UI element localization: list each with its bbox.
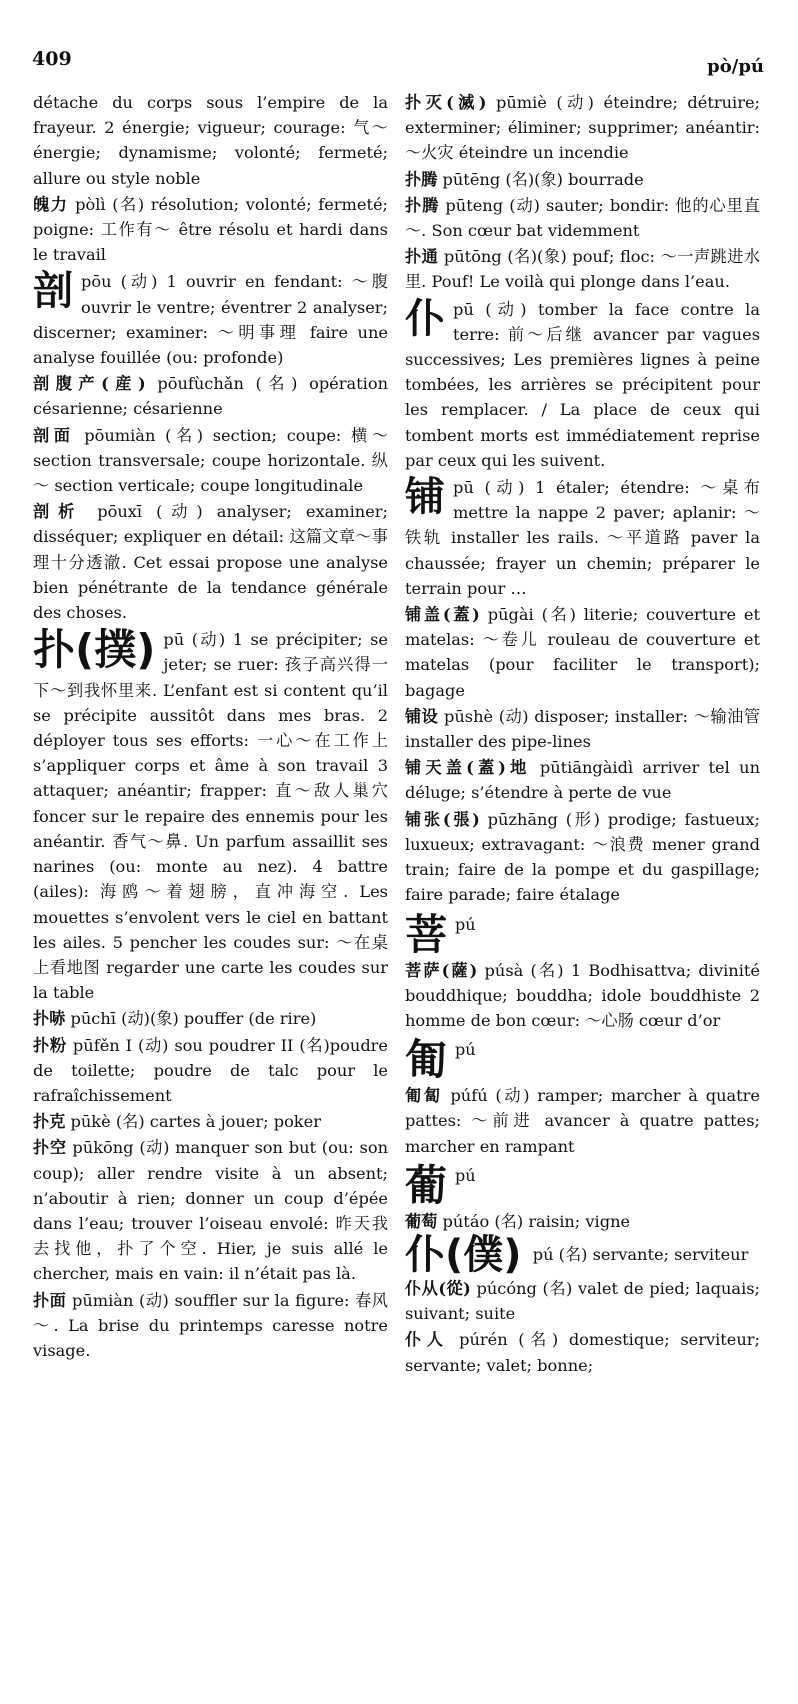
entry-headword: 扑腾 (405, 169, 438, 189)
entry-definition: pūchī (动)(象) pouffer (de rire) (65, 1009, 317, 1029)
entry-headword: 匍匐 (405, 1086, 443, 1106)
entry-headword: 扑灭(滅) (405, 93, 487, 112)
entry-definition: pū (动) 1 se précipiter; se jeter; se ruer: 孩子高兴得一下～到我怀里来. L’enfant est si content qu’il se précipite aussitôt dans mes bras. 2 déployer tous ses efforts: 一心～在工作上 s’appliquer corps et âme à son travail 3 attaquer; anéantir; frapper: 直～敌人巢穴 foncer sur le repaire des ennemis pour les anéantir. 香气～鼻. Un parfum assaillit ses narines (ou: monte au nez). 4 battre (ailes): 海鸥～着翅膀，直冲海空. Les mouettes s’envolent vers le ciel en battant les ailes. 5 pencher les coudes sur: ～在桌上看地图 regarder une carte les coudes sur la table (33, 630, 388, 1003)
entry-definition: pōufùchǎn (名) opération césarienne; césarienne (33, 374, 388, 419)
entry-definition: pūmiè (动) éteindre; détruire; exterminer; éliminer; supprimer; anéantir: ～火灾 éteindre un incendie (405, 93, 760, 163)
entry-headword: 铺天盖(蓋)地 (405, 758, 531, 778)
entry-headword: 扑克 (33, 1112, 66, 1132)
left-column (33, 90, 388, 1364)
entry-definition: púcóng (名) valet de pied; laquais; suivant; suite (405, 1278, 761, 1324)
character-headword: 匍 (405, 1035, 448, 1085)
dictionary-entry (405, 1209, 760, 1234)
character-entry (33, 269, 388, 370)
entry-headword: 铺盖(蓋) (405, 605, 480, 625)
entry-definition: púrén (名) domestique; serviteur; servante; valet; bonne; (405, 1330, 760, 1375)
character-entry (33, 627, 388, 1005)
dictionary-entry (33, 192, 388, 268)
entry-definition: pūkōng (动) manquer son but (ou: son coup); aller rendre visite à un absent; n’aboutir à rien; donner un coup d’épée dans l’eau; trouver l’oiseau envolé: 昨天我去找他，扑了个空. Hier, je suis allé le chercher, mais en vain: il n’était pas là. (33, 1138, 388, 1284)
character-pronunciation: pú (455, 1165, 476, 1185)
dictionary-entry (405, 602, 760, 703)
entry-headword: 扑哧 (33, 1009, 66, 1029)
entry-headword: 扑粉 (33, 1035, 67, 1055)
entry-headword: 剖析 (33, 502, 84, 522)
running-head: pò/pú (707, 56, 764, 77)
entry-definition: pūmiàn (动) souffler sur la figure: 春风～. La brise du printemps caresse notre visage. (33, 1290, 388, 1360)
right-column (405, 90, 760, 1379)
character-headword: 葡 (405, 1160, 448, 1210)
character-headword: 仆(僕) (405, 1231, 522, 1278)
entry-headword: 铺张(張) (405, 809, 480, 829)
entry-headword: 葡萄 (405, 1211, 438, 1231)
dictionary-entry (33, 1033, 388, 1109)
dictionary-entry (33, 371, 388, 421)
character-headword: 剖 (33, 268, 73, 315)
page-number: 409 (32, 48, 72, 70)
entry-definition: púsà (名) 1 Bodhisattva; divinité bouddhique; bouddha; idole bouddhiste 2 homme de bon cœur: ～心肠 cœur d’or (405, 960, 760, 1030)
entry-definition: pūzhāng (形) prodige; fastueux; luxueux; extravagant: ～浪费 mener grand train; faire de la pompe et du gaspillage; faire parade; faire étalage (405, 809, 760, 905)
dictionary-entry (405, 755, 760, 805)
character-headword: 扑(撲) (33, 625, 156, 675)
entry-headword: 魄力 (33, 194, 69, 214)
dictionary-entry (405, 807, 760, 908)
character-entry (405, 297, 760, 473)
entry-definition: pōu (动) 1 ouvrir en fendant: ～腹 ouvrir le ventre; éventrer 2 analyser; discerner; examiner: ～明事理 faire une analyse fouillée (ou: profonde) (33, 272, 388, 368)
entry-headword: 菩萨(薩) (405, 960, 478, 980)
entry-definition: pūtēng (名)(象) bourrade (437, 169, 644, 189)
dictionary-entry (405, 90, 760, 166)
entry-definition: pūkè (名) cartes à jouer; poker (65, 1112, 321, 1132)
page-header (32, 36, 764, 77)
entry-definition: pútáo (名) raisin; vigne (437, 1211, 631, 1231)
entry-headword: 扑空 (33, 1138, 67, 1158)
entry-definition: pūgài (名) literie; couverture et matelas: ～卷儿 rouleau de couverture et matelas (pour faciliter le transport); bagage (405, 605, 760, 700)
dictionary-entry (33, 1006, 388, 1031)
entry-definition: pōumiàn (名) section; coupe: 横～ section transversale; coupe horizontale. 纵～ section verticale; coupe longitudinale (33, 425, 389, 496)
character-headword: 仆 (405, 295, 445, 342)
entry-headword: 铺设 (405, 706, 439, 726)
character-headword: 铺 (405, 474, 445, 521)
dictionary-entry (405, 244, 760, 294)
entry-definition: pūteng (动) sauter; bondir: 他的心里直～. Son cœur bat videmment (405, 195, 760, 241)
dictionary-entry (33, 1109, 388, 1134)
entry-headword: 仆人 (405, 1330, 449, 1350)
dictionary-entry (33, 1288, 388, 1364)
character-headword: 菩 (405, 909, 448, 959)
entry-headword: 剖面 (33, 425, 75, 445)
entry-headword: 剖腹产(産) (33, 374, 146, 394)
entry-definition: púfú (动) ramper; marcher à quatre pattes: ～前进 avancer à quatre pattes; marcher en rampant (405, 1086, 760, 1156)
entry-definition: pū (动) 1 étaler; étendre: ～桌布 mettre la nappe 2 paver; aplanir: ～铁轨 installer les rails. ～平道路 paver la chaussée; frayer un chemin; préparer le terrain pour … (405, 478, 760, 598)
dictionary-entry (405, 1083, 760, 1159)
dictionary-entry (405, 167, 760, 192)
dictionary-entry (33, 423, 388, 499)
dictionary-entry (405, 1327, 760, 1377)
entry-definition: pūfěn I (动) sou poudrer II (名)poudre de toilette; poudre de talc pour le rafraîchissement (33, 1035, 388, 1105)
entry-definition: pòlì (名) résolution; volonté; fermeté; poigne: 工作有～ être résolu et hardi dans le travail (33, 194, 388, 265)
dictionary-entry (405, 1276, 760, 1326)
character-pronunciation: pú (455, 914, 476, 934)
entry-definition: pōuxī (动) analyser; examiner; disséquer; expliquer en détail: 这篇文章～事理十分透澈. Cet essai propose une analyse bien pénétrante de la tendance générale des choses. (33, 502, 389, 623)
entry-continuation: détache du corps sous l’empire de la frayeur. 2 énergie; vigueur; courage: 气～ énergie; dynamisme; volonté; fermeté; allure ou style noble (33, 93, 388, 188)
character-heading (405, 909, 760, 959)
dictionary-entry (405, 958, 760, 1034)
entry-definition: pūtiāngàidì arriver tel un déluge; s’étendre à perte de vue (405, 758, 760, 803)
character-heading (405, 1035, 760, 1085)
entry-definition: pūshè (动) disposer; installer: ～输油管 installer des pipe-lines (405, 706, 760, 752)
entry-definition: pūtōng (名)(象) pouf; floc: ～一声跳进水里. Pouf! Le voilà qui plonge dans l’eau. (405, 247, 761, 292)
entry-headword: 扑通 (405, 247, 439, 267)
dictionary-entry (33, 1135, 388, 1286)
character-entry (405, 1231, 760, 1278)
dictionary-entry (405, 704, 760, 754)
entry-definition: pú (名) servante; serviteur (527, 1244, 749, 1264)
character-heading (405, 1160, 760, 1210)
entry-headword: 仆从(從) (405, 1278, 471, 1298)
entry-headword: 扑面 (33, 1290, 67, 1310)
character-entry (405, 475, 760, 601)
dictionary-entry (405, 193, 760, 243)
dictionary-entry (33, 499, 388, 625)
entry-headword: 扑腾 (405, 195, 440, 215)
character-pronunciation: pú (455, 1040, 476, 1060)
entry-definition: pū (动) tomber la face contre la terre: 前～后继 avancer par vagues successives; Les premières lignes à peine tombées, les arrières se précipitent pour les remplacer. / La place de ceux qui tombent morts est immédiatement reprise par ceux qui les suivent. (405, 299, 760, 470)
